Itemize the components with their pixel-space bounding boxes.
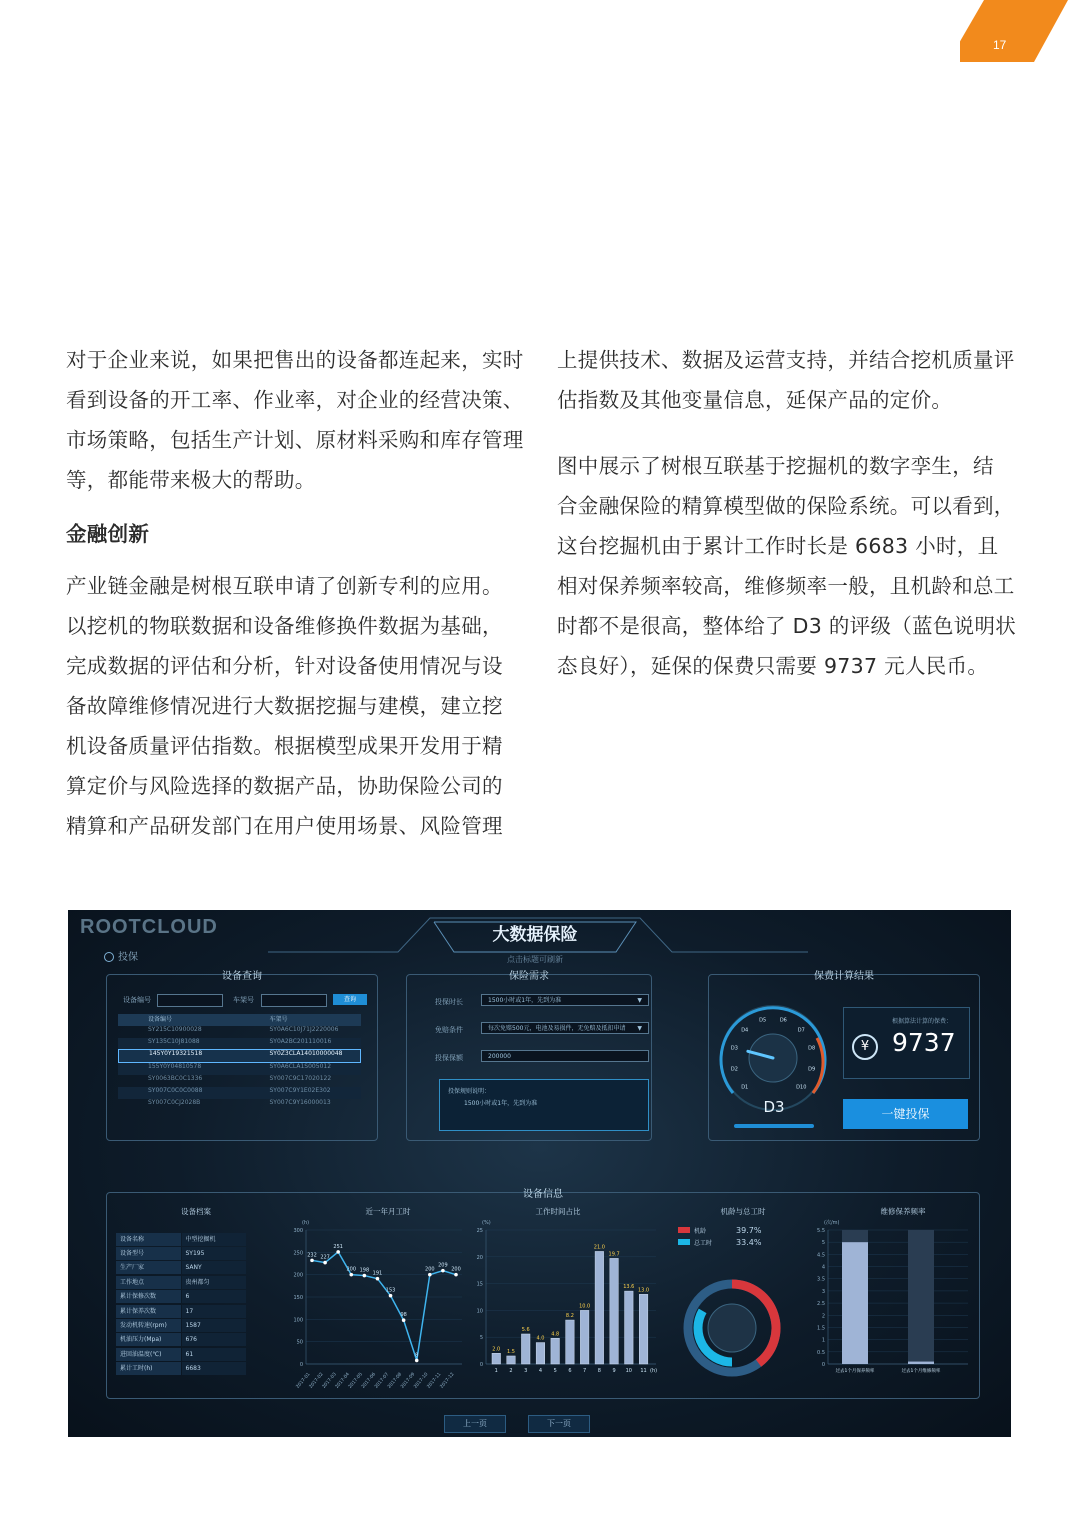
dashboard-subtitle: 点击标题可刷新 (507, 955, 563, 964)
x-tick-label: 7 (583, 1368, 587, 1374)
y-tick-label: 2.5 (817, 1301, 825, 1308)
data-point (310, 1259, 314, 1263)
legend-swatch (678, 1227, 690, 1233)
info-row (116, 1362, 246, 1376)
freq-chart-title: 维修保养频率 (880, 1207, 926, 1216)
equipment-panel-title: 设备信息 (523, 1189, 563, 1200)
info-row (116, 1318, 246, 1332)
data-label: 209 (438, 1262, 448, 1269)
y-tick-label: 3.5 (817, 1276, 825, 1283)
device-id-input[interactable] (157, 994, 223, 1007)
x-tick-label: 2017-08 (387, 1372, 404, 1390)
info-value: SY195 (182, 1247, 247, 1260)
y-unit: (%) (482, 1220, 491, 1226)
y-tick-label: 3 (821, 1288, 825, 1295)
data-label: 13.6 (623, 1284, 635, 1291)
bar (551, 1338, 560, 1364)
bar (507, 1356, 516, 1364)
bar (625, 1291, 634, 1364)
data-point (415, 1359, 419, 1363)
table-cell: SY007C9C17020122 (269, 1074, 332, 1082)
text-line: 态良好），延保的保费只需要 9737 元人民币。 (557, 654, 989, 678)
result-panel-title: 保费计算结果 (814, 971, 874, 982)
left-para-1 (66, 340, 536, 500)
legend-item-age: 机龄 39.7% (678, 1226, 778, 1238)
data-label: 98 (400, 1312, 407, 1319)
left-para-2 (66, 566, 536, 846)
x-tick-label: 2 (509, 1368, 513, 1374)
info-key: 累计保养次数 (116, 1305, 181, 1318)
yuan-icon: ¥ (852, 1034, 878, 1060)
info-value: 1587 (182, 1319, 247, 1332)
info-row (116, 1347, 246, 1361)
info-key: 生产厂家 (116, 1261, 181, 1274)
x-unit: (h) (650, 1368, 658, 1374)
frame-no-label: 车架号 (233, 996, 254, 1004)
x-tick-label: 4 (538, 1368, 543, 1374)
data-label: 200 (425, 1266, 435, 1273)
premium-caption: 根据算法计算的保费： (892, 1018, 953, 1025)
gauge-tick-label: D6 (779, 1017, 787, 1024)
y-tick-label: 50 (296, 1339, 303, 1346)
y-tick-label: 0 (299, 1362, 303, 1368)
gauge-tick-label: D1 (741, 1084, 749, 1091)
data-label: 191 (372, 1270, 383, 1277)
y-tick-label: 200 (293, 1272, 303, 1279)
right-para-2 (557, 446, 1027, 686)
info-value: SANY (182, 1261, 247, 1274)
info-value: 中型挖掘机 (182, 1233, 247, 1246)
data-label: 1.5 (507, 1348, 515, 1355)
text-line: 合金融保险的精算模型做的保险系统。可以看到， (557, 494, 1015, 518)
query-panel-title: 设备查询 (222, 971, 262, 982)
data-label: 21.0 (593, 1244, 605, 1251)
table-row[interactable] (118, 1075, 361, 1087)
data-label: 227 (320, 1254, 330, 1261)
info-key: 发动机转速(rpm) (116, 1319, 181, 1332)
amount-input[interactable]: 200000 (481, 1050, 649, 1062)
table-cell: SY007C0C0C0088 (148, 1086, 203, 1094)
data-label: 2.0 (492, 1346, 501, 1353)
text-line: 这台挖掘机由于累计工作时长是 6683 小时，且 (557, 534, 999, 558)
donut-legend (678, 1226, 778, 1250)
y-tick-label: 0 (479, 1362, 483, 1368)
bar (908, 1362, 934, 1364)
info-row (116, 1246, 246, 1260)
text-line: 机设备质量评估指数。根据模型成果开发用于精 (66, 734, 503, 758)
table-row[interactable] (118, 1099, 361, 1111)
table-cell: SY0A6C10J71J2220006 (269, 1025, 339, 1033)
info-value: 17 (182, 1305, 247, 1318)
bar (566, 1320, 575, 1364)
info-row (116, 1261, 246, 1275)
text-line: 等，都能带来极大的帮助。 (66, 468, 316, 492)
y-tick-label: 0.5 (817, 1349, 825, 1356)
gauge-tick-label: D3 (730, 1045, 738, 1052)
x-tick-label: 2017-03 (321, 1372, 338, 1390)
gauge-tick-label: D10 (796, 1084, 807, 1091)
data-label: 8 (415, 1352, 419, 1359)
info-key: 累计保修次数 (116, 1290, 181, 1303)
text-line: 以挖机的物联数据和设备维修换件数据为基础， (66, 614, 503, 638)
data-label: 198 (359, 1267, 370, 1274)
table-cell: SY007C0CJ2028B (148, 1098, 201, 1106)
data-label: 200 (346, 1266, 357, 1273)
rootcloud-logo: ROOTCLOUD (80, 916, 218, 938)
gauge-tick-label: D5 (759, 1017, 767, 1024)
dashboard-header[interactable] (430, 910, 640, 964)
x-tick-label: 10 (625, 1368, 633, 1374)
gauge-tick-label: D2 (730, 1066, 738, 1073)
x-tick-label: 6 (568, 1368, 572, 1374)
y-tick-label: 1.5 (817, 1325, 825, 1332)
table-cell: 155Y0Y04810578 (148, 1063, 202, 1071)
x-tick-label: 2017-05 (347, 1372, 364, 1390)
x-tick-label: 1 (494, 1368, 498, 1374)
x-tick-label: 3 (524, 1368, 528, 1374)
bar (536, 1343, 545, 1364)
info-value: 6 (182, 1290, 247, 1303)
text-line: 相对保养频率较高，维修频率一般，且机龄和总工 (557, 574, 1015, 598)
gauge-tick-label: D7 (797, 1027, 805, 1034)
data-label: 5.6 (521, 1326, 530, 1333)
data-point (454, 1273, 458, 1277)
y-tick-label: 4 (821, 1264, 825, 1271)
x-tick-label: 2017-06 (361, 1372, 377, 1390)
x-tick-label: 5 (553, 1368, 557, 1374)
info-row (116, 1275, 246, 1289)
page-number: 17 (993, 38, 1007, 52)
x-tick-label: 2017-09 (400, 1372, 417, 1390)
y-tick-label: 100 (293, 1317, 303, 1324)
insure-radio[interactable]: 投保 (104, 948, 138, 963)
x-tick-label: 2017-12 (439, 1372, 456, 1390)
bar (639, 1294, 648, 1364)
table-row[interactable] (118, 1049, 361, 1063)
bar (492, 1353, 501, 1364)
y-tick-label: 20 (476, 1254, 483, 1261)
y-tick-label: 5 (821, 1240, 825, 1247)
data-point (363, 1274, 367, 1278)
text-line: 对于企业来说，如果把售出的设备都连起来，实时 (66, 348, 524, 372)
y-tick-label: 2 (821, 1313, 825, 1320)
premium-value: 9737 (892, 1028, 956, 1057)
x-tick-label: 2017-02 (308, 1372, 325, 1390)
right-para-1 (557, 340, 1027, 420)
info-value: 6683 (182, 1362, 247, 1375)
donut-chart-title: 机龄与总工时 (720, 1207, 766, 1216)
prev-page-button[interactable]: 上一页 (444, 1415, 506, 1433)
legend-swatch (678, 1239, 690, 1245)
info-key: 累计工时(h) (116, 1362, 181, 1375)
query-button[interactable]: 查询 (333, 994, 367, 1005)
x-tick-label: 9 (612, 1368, 616, 1374)
data-label: 8.2 (565, 1313, 574, 1320)
data-label: 13.0 (637, 1287, 650, 1294)
text-line: 完成数据的评估和分析，针对设备使用情况与设 (66, 654, 503, 678)
x-tick-label: 11 (640, 1368, 647, 1374)
bar-background (908, 1230, 934, 1364)
next-page-button[interactable]: 下一页 (528, 1415, 590, 1433)
device-table (118, 1014, 361, 1110)
dashboard-title[interactable]: 大数据保险 (492, 925, 578, 945)
bar-chart-title: 工作时间占比 (535, 1207, 581, 1216)
table-cell: SY215C10900028 (148, 1025, 202, 1033)
bar (842, 1242, 868, 1364)
table-cell: SY007C9Y16000013 (269, 1098, 331, 1106)
y-tick-label: 15 (476, 1281, 483, 1288)
info-key: 设备型号 (116, 1247, 181, 1260)
table-cell: SY0A2BC201110016 (269, 1037, 332, 1045)
chevron-down-icon: ▼ (637, 997, 642, 1004)
table-header: 设备编号 车架号 (118, 1014, 361, 1026)
y-tick-label: 25 (476, 1228, 483, 1234)
premium-box (843, 1007, 970, 1079)
gauge-tick-label: D9 (808, 1066, 816, 1073)
right-column (557, 340, 1027, 686)
gauge-tick-label: D8 (808, 1045, 816, 1052)
text-line: 看到设备的开工率、作业率，对企业的经营决策、 (66, 388, 524, 412)
device-info-table (116, 1232, 246, 1376)
text-line: 算定价与风险选择的数据产品，协助保险公司的 (66, 774, 503, 798)
text-line: 时都不是很高，整体给了 D3 的评级（蓝色说明状 (557, 614, 1017, 638)
data-label: 232 (307, 1252, 317, 1259)
data-label: 19.7 (608, 1251, 620, 1258)
info-row (116, 1290, 246, 1304)
data-label: 4.8 (551, 1331, 560, 1338)
deductible-select[interactable]: 每次免赔500元，电池及易损件，无免赔及抵扣申请 ▼ (481, 1022, 649, 1034)
info-key: 设备名称 (116, 1233, 181, 1246)
y-tick-label: 5.5 (817, 1228, 825, 1234)
insurance-dashboard-screenshot (68, 910, 1011, 1437)
x-tick-label: 8 (597, 1368, 601, 1374)
text-line: 备故障维修情况进行大数据挖掘与建模，建立挖 (66, 694, 503, 718)
corner-accent (960, 0, 1080, 62)
y-tick-label: 5 (479, 1335, 483, 1342)
amount-label: 投保保额 (435, 1054, 463, 1062)
x-tick-label: 2017-11 (426, 1372, 443, 1390)
info-key: 进回油温度(℃) (116, 1348, 181, 1361)
y-tick-label: 150 (293, 1295, 303, 1301)
table-cell: SY0063BC0C1336 (148, 1074, 203, 1082)
data-label: 251 (333, 1243, 343, 1250)
y-unit: (h) (302, 1220, 310, 1226)
demand-panel (406, 971, 652, 1141)
duration-label: 投保时长 (435, 998, 463, 1006)
data-label: 153 (385, 1287, 396, 1294)
device-id-label: 设备编号 (123, 996, 151, 1004)
left-column (66, 340, 536, 846)
legend-item-hours: 总工时 33.4% (678, 1238, 778, 1250)
chevron-down-icon: ▼ (635, 1023, 642, 1034)
y-unit: (次/m) (824, 1220, 840, 1226)
y-tick-label: 250 (293, 1250, 303, 1257)
y-tick-label: 0 (821, 1362, 825, 1368)
y-tick-label: 1 (821, 1337, 825, 1344)
gauge-tick-label: D4 (741, 1027, 749, 1034)
table-cell: SY0A6CLA1S005012 (269, 1063, 332, 1071)
frame-no-input[interactable] (261, 994, 327, 1007)
bar (595, 1251, 604, 1364)
data-label: 10.0 (579, 1303, 591, 1310)
x-tick-label: 过去1个月维修频率 (901, 1369, 941, 1374)
rating-value: D3 (763, 1098, 785, 1116)
table-cell: SY007C9Y1E02E302 (269, 1086, 331, 1094)
data-point (428, 1273, 432, 1277)
line-chart-title: 近一年月工时 (365, 1207, 411, 1216)
y-tick-label: 4.5 (817, 1252, 825, 1259)
table-row[interactable] (118, 1087, 361, 1099)
info-value: 676 (182, 1333, 247, 1346)
data-point (376, 1277, 380, 1281)
table-row[interactable] (118, 1038, 361, 1050)
table-row[interactable] (118, 1063, 361, 1075)
info-row (116, 1304, 246, 1318)
data-point (323, 1261, 327, 1265)
x-tick-label: 过去1个月保养频率 (835, 1369, 875, 1374)
x-tick-label: 2017-04 (334, 1372, 351, 1390)
info-row (116, 1333, 246, 1347)
info-key: 工作地点 (116, 1276, 181, 1289)
donut-center (708, 1304, 756, 1352)
text-line: 市场策略，包括生产计划、原材料采购和库存管理 (66, 428, 524, 452)
info-value: 贵州都匀 (182, 1276, 247, 1289)
monthly-hours-line-chart (284, 1216, 468, 1392)
table-row[interactable] (118, 1026, 361, 1038)
table-cell: SY135C10J81088 (148, 1037, 200, 1045)
y-tick-label: 10 (476, 1308, 483, 1315)
x-tick-label: 2017-01 (295, 1372, 312, 1390)
info-value: 61 (182, 1348, 247, 1361)
demand-panel-title: 保险需求 (509, 971, 549, 982)
bar (580, 1310, 589, 1364)
section-heading: 金融创新 (66, 522, 150, 546)
table-cell: 145Y0Y19321518 (149, 1050, 203, 1058)
table-cell: SY0Z3CLA14010000048 (269, 1050, 343, 1058)
bar (521, 1334, 530, 1364)
data-label: 200 (451, 1266, 461, 1273)
text-line: 产业链金融是树根互联申请了创新专利的应用。 (66, 574, 503, 598)
info-row (116, 1232, 246, 1246)
data-point (349, 1273, 353, 1277)
data-point (402, 1318, 406, 1322)
duration-select[interactable]: 1500小时或1年，先到为准 ▼ (481, 994, 649, 1006)
insure-rule-note: 投保规则说明： 1500小时或1年，先到为准 (439, 1079, 649, 1131)
deductible-label: 免赔条件 (435, 1026, 463, 1034)
text-line: 估指数及其他变量信息，延保产品的定价。 (557, 388, 953, 412)
data-label: 4.0 (536, 1335, 545, 1342)
text-line: 上提供技术、数据及运营支持，并结合挖机质量评 (557, 348, 1015, 372)
one-click-insure-button[interactable]: 一键投保 (843, 1099, 968, 1129)
work-time-bar-chart (468, 1216, 668, 1392)
text-line: 精算和产品研发部门在用户使用场景、风险管理 (66, 814, 503, 838)
data-point (441, 1269, 445, 1273)
rating-bar (734, 1124, 814, 1128)
data-point (336, 1250, 340, 1254)
archive-title: 设备档案 (181, 1207, 211, 1216)
info-key: 机油压力(Mpa) (116, 1333, 181, 1346)
x-tick-label: 2017-10 (413, 1372, 430, 1390)
data-point (389, 1294, 393, 1298)
text-line: 图中展示了树根互联基于挖掘机的数字孪生，结 (557, 454, 994, 478)
bar (610, 1258, 619, 1364)
x-tick-label: 2017-07 (374, 1372, 391, 1390)
maintenance-freq-bar-chart (798, 1216, 974, 1392)
y-tick-label: 300 (293, 1228, 303, 1234)
